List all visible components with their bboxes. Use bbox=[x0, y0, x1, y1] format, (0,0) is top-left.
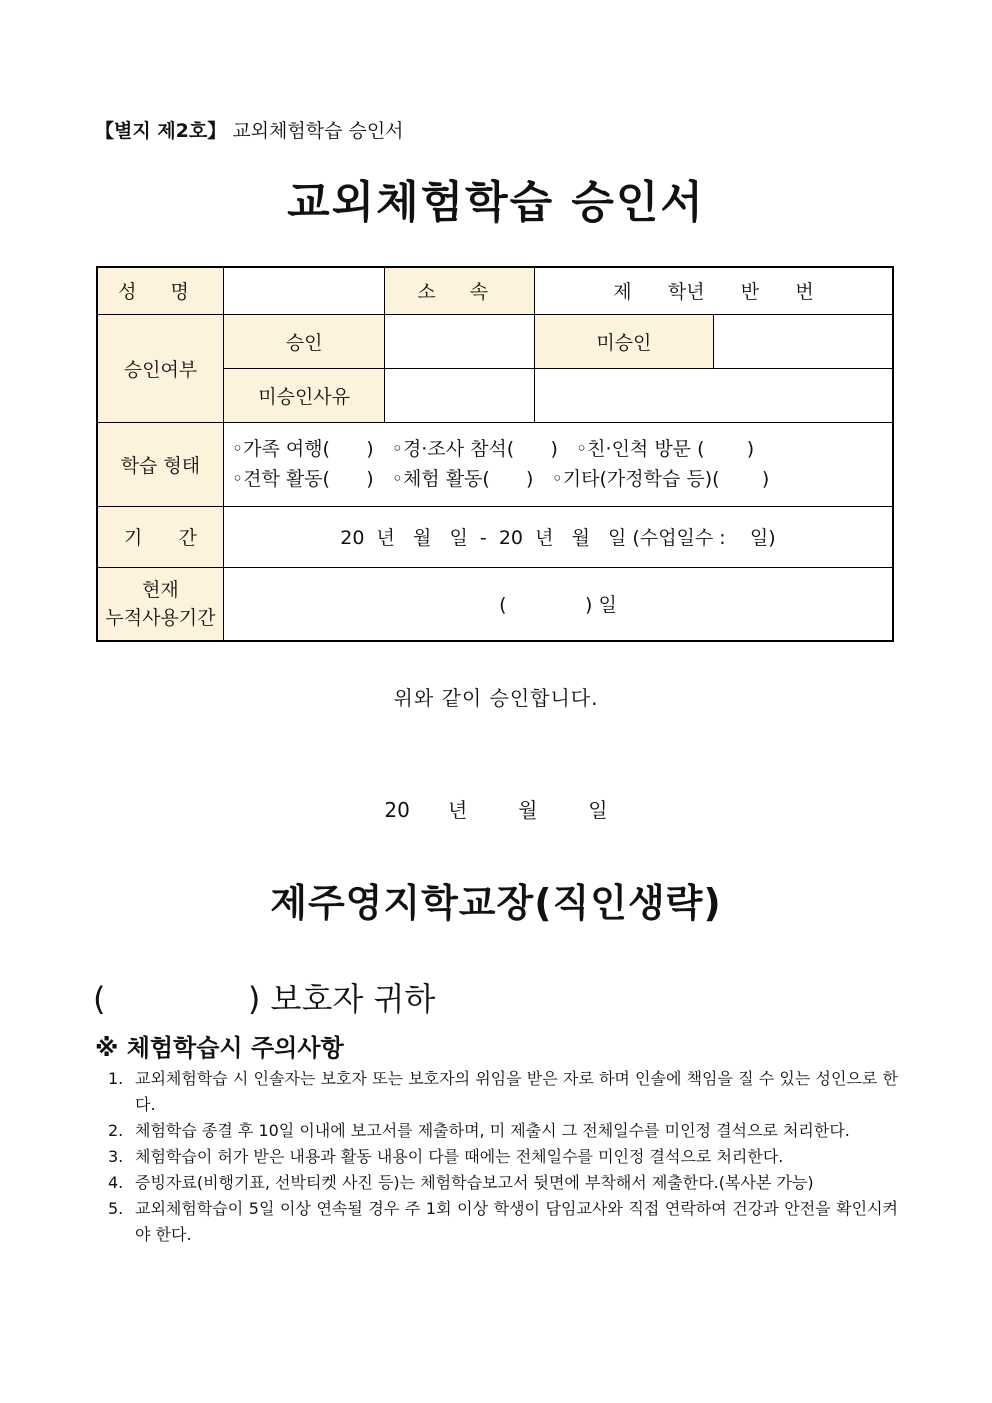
approved-field[interactable] bbox=[385, 314, 535, 368]
not-approved-reason-field[interactable] bbox=[385, 368, 535, 422]
study-type-options[interactable] bbox=[223, 422, 893, 506]
not-approved-field[interactable] bbox=[713, 314, 893, 368]
notice-title: ※ 체험학습시 주의사항 bbox=[95, 1034, 344, 1062]
approval-date: 20 년 월 일 bbox=[384, 798, 608, 822]
affiliation-label: 소 속 bbox=[385, 267, 535, 314]
approved-label: 승인 bbox=[223, 314, 385, 368]
cumulative-label-line-2: 누적사용기간 bbox=[105, 606, 216, 629]
form-subtitle: 교외체험학습 승인서 bbox=[232, 120, 404, 142]
cumulative-label-line-1: 현재 bbox=[142, 578, 179, 601]
period-label: 기 간 bbox=[97, 506, 223, 567]
form-number: 【별지 제2호】 bbox=[95, 120, 227, 142]
list-item: 3. 체험학습이 허가 받은 내용과 활동 내용이 다를 때에는 전체일수를 미인정 결석으로 처리한다. bbox=[108, 1147, 784, 1166]
affiliation-value[interactable]: 제 학년 반 번 bbox=[535, 267, 894, 314]
cumulative-label bbox=[97, 567, 223, 641]
approval-form-table bbox=[96, 266, 894, 642]
list-item: 5. 교외체험학습이 5일 이상 연속될 경우 주 1회 이상 학생이 담임교사와 직접 연락하여 건강과 안전을 확인시켜야 한다. bbox=[108, 1199, 898, 1244]
guardian-address: ( ) 보호자 귀하 bbox=[93, 980, 436, 1018]
name-field[interactable] bbox=[223, 267, 385, 314]
notice-list bbox=[108, 1066, 898, 1248]
approval-label: 승인여부 bbox=[97, 314, 223, 422]
period-value[interactable]: 20 년 월 일 - 20 년 월 일 (수업일수 : 일) bbox=[223, 506, 893, 567]
name-label: 성 명 bbox=[97, 267, 223, 314]
not-approved-reason-extra[interactable] bbox=[535, 368, 894, 422]
list-item: 4. 증빙자료(비행기표, 선박티켓 사진 등)는 체험학습보고서 뒷면에 부착해서 제출한다.(복사본 가능) bbox=[108, 1173, 814, 1192]
form-number-line bbox=[95, 116, 404, 143]
study-type-label: 학습 형태 bbox=[97, 422, 223, 506]
study-types-row-2: ◦견학 활동( ) ◦체험 활동( ) ◦기타(가정학습 등)( ) bbox=[231, 468, 770, 490]
page-title: 교외체험학습 승인서 bbox=[287, 177, 705, 228]
not-approved-label: 미승인 bbox=[535, 314, 714, 368]
approval-statement: 위와 같이 승인합니다. bbox=[393, 686, 599, 710]
study-types-row-1: ◦가족 여행( ) ◦경·조사 참석( ) ◦친·인척 방문 ( ) bbox=[231, 438, 755, 460]
list-item: 2. 체험학습 종결 후 10일 이내에 보고서를 제출하며, 미 제출시 그 전체일수를 미인정 결석으로 처리한다. bbox=[108, 1121, 850, 1140]
list-item: 1. 교외체험학습 시 인솔자는 보호자 또는 보호자의 위임을 받은 자로 하며 인솔에 책임을 질 수 있는 성인으로 한다. bbox=[108, 1069, 898, 1114]
principal-signature: 제주영지학교장(직인생략) bbox=[270, 881, 722, 925]
cumulative-value[interactable]: ( ) 일 bbox=[223, 567, 893, 641]
not-approved-reason-label: 미승인사유 bbox=[223, 368, 385, 422]
